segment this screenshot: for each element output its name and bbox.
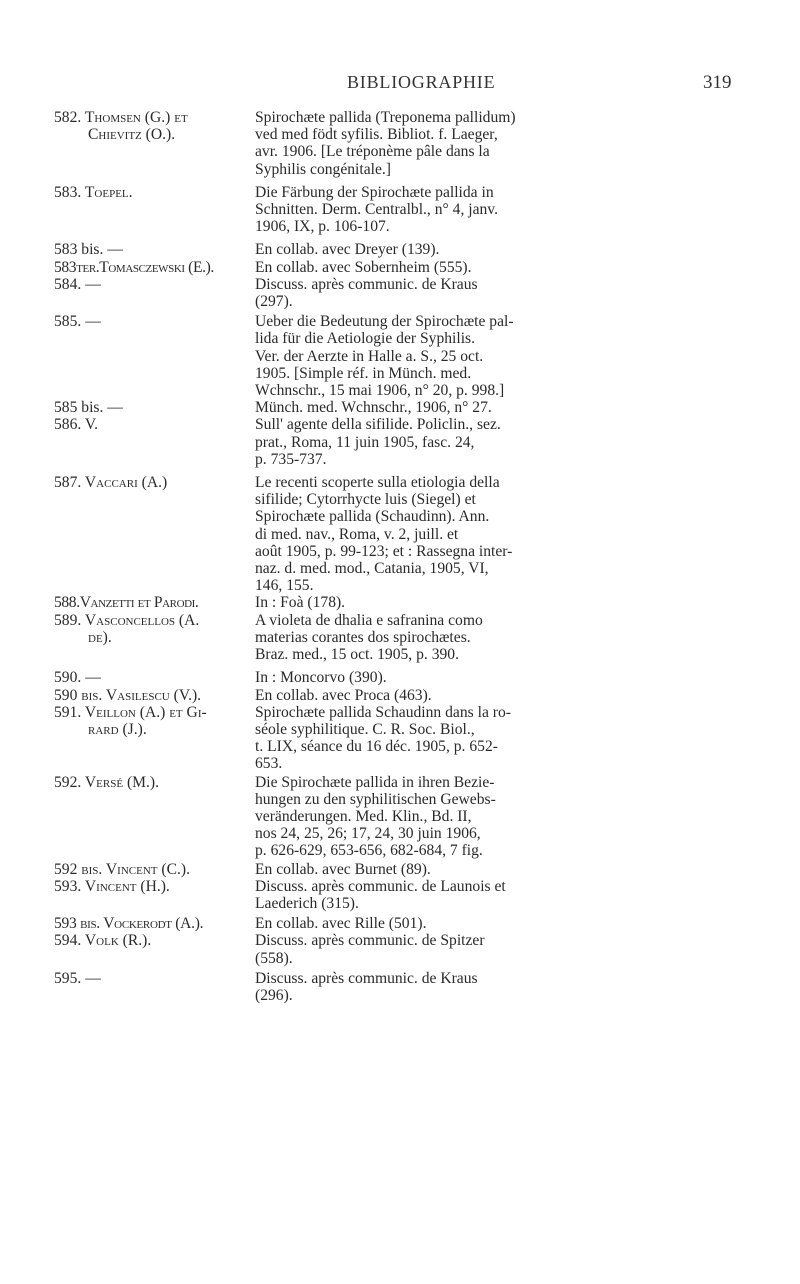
entry-text [255, 612, 771, 664]
text-line: prat., Roma, 11 juin 1905, fasc. 24, [255, 433, 475, 451]
text-line: séole syphilitique. C. R. Soc. Biol., [255, 720, 475, 738]
text-line: août 1905, p. 99-123; et : Rassegna inter- [255, 542, 513, 560]
text-line: 653. [255, 755, 283, 773]
author-line: 586. V. [54, 416, 99, 434]
entry-author [54, 416, 255, 433]
entry-author [54, 970, 255, 987]
text-line: Ver. der Aerzte in Halle a. S., 25 oct. [255, 347, 484, 365]
entry-text [255, 109, 771, 178]
entry-text [255, 474, 771, 594]
author-line: 589. Vasconcellos (A. [54, 611, 200, 629]
entry-author [54, 109, 255, 143]
page-number: 319 [703, 72, 732, 93]
text-line: naz. d. med. mod., Catania, 1905, VI, [255, 560, 489, 578]
bibliography-entry [54, 878, 764, 912]
text-line: nos 24, 25, 26; 17, 24, 30 juin 1906, [255, 825, 481, 843]
author-line: 583ter.Tomasczewski (E.). [54, 258, 214, 276]
bibliography-entry [54, 416, 764, 468]
author-line: de). [88, 628, 112, 646]
text-line: Discuss. après communic. de Kraus [255, 275, 478, 293]
text-line: In : Foà (178). [255, 594, 346, 612]
text-line: Spirochæte pallida Schaudinn dans la ro- [255, 703, 511, 721]
running-title: BIBLIOGRAPHIE [347, 72, 496, 92]
author-line: 583 bis. — [54, 241, 123, 259]
text-line: En collab. avec Rille (501). [255, 915, 427, 933]
text-line: Laederich (315). [255, 894, 359, 912]
entry-text [255, 774, 771, 860]
text-line: avr. 1906. [Le tréponème pâle dans la [255, 143, 490, 161]
text-line: Ueber die Bedeutung der Spirochæte pal- [255, 313, 514, 331]
text-line: 146, 155. [255, 577, 314, 595]
bibliography-entry [54, 276, 764, 310]
text-line: t. LIX, séance du 16 déc. 1905, p. 652- [255, 738, 498, 756]
text-line: Le recenti scoperte sulla etiologia della [255, 474, 500, 492]
text-line: 1905. [Simple réf. in Münch. med. [255, 364, 472, 382]
text-line: sifilide; Cytorrhycte luis (Siegel) et [255, 491, 476, 509]
entry-author [54, 932, 255, 949]
entry-text [255, 878, 771, 912]
entry-author [54, 861, 255, 878]
entry-text [255, 259, 771, 276]
text-line: 1906, IX, p. 106-107. [255, 218, 390, 236]
text-line: Die Färbung der Spirochæte pallida in [255, 183, 494, 201]
entry-author [54, 184, 255, 201]
entry-text [255, 313, 771, 399]
author-line: 588.Vanzetti et Parodi. [54, 594, 199, 612]
text-line: Wchnschr., 15 mai 1906, n° 20, p. 998.] [255, 382, 505, 400]
text-line: Braz. med., 15 oct. 1905, p. 390. [255, 646, 459, 664]
author-line: 585 bis. — [54, 399, 123, 417]
entry-text [255, 184, 771, 236]
bibliography-entry [54, 594, 764, 611]
text-line: di med. nav., Roma, v. 2, juill. et [255, 525, 459, 543]
bibliography-entry [54, 704, 764, 773]
entry-author [54, 612, 255, 646]
entry-author [54, 669, 255, 686]
text-line: Sull' agente della sifilide. Policlin., sez. [255, 416, 501, 434]
text-line: Syphilis congénitale.] [255, 160, 391, 178]
bibliography-entry [54, 915, 764, 932]
author-line: 595. — [54, 969, 101, 987]
text-line: In : Moncorvo (390). [255, 669, 387, 687]
entry-author [54, 774, 255, 791]
author-line: Chievitz (O.). [88, 126, 176, 144]
entry-author [54, 594, 255, 611]
text-line: hungen zu den syphilitischen Gewebs- [255, 790, 496, 808]
page-header [0, 72, 800, 102]
entry-text [255, 594, 771, 611]
bibliography-entry [54, 474, 764, 594]
text-line: ved med födt syfilis. Bibliot. f. Laeger, [255, 126, 498, 144]
author-line: 591. Veillon (A.) et Gi- [54, 703, 207, 721]
author-line: 592. Versé (M.). [54, 773, 160, 791]
text-line: p. 735-737. [255, 450, 327, 468]
entry-author [54, 259, 255, 276]
text-line: (296). [255, 986, 293, 1004]
text-line: Spirochæte pallida (Schaudinn). Ann. [255, 508, 490, 526]
text-line: Die Spirochæte pallida in ihren Bezie- [255, 773, 495, 791]
bibliography-entry [54, 184, 764, 236]
text-line: A violeta de dhalia e safranina como [255, 611, 483, 629]
entry-text [255, 669, 771, 686]
text-line: En collab. avec Sobernheim (555). [255, 258, 472, 276]
entry-author [54, 399, 255, 416]
bibliography-entry [54, 399, 764, 416]
author-line: 593. Vincent (H.). [54, 877, 170, 895]
author-line: 590. — [54, 669, 101, 687]
author-line: 594. Volk (R.). [54, 932, 152, 950]
author-line: 583. Toepel. [54, 183, 133, 201]
bibliography-list [54, 109, 764, 1004]
text-line: Münch. med. Wchnschr., 1906, n° 27. [255, 399, 492, 417]
bibliography-entry [54, 970, 764, 1004]
entry-text [255, 704, 771, 773]
bibliography-entry [54, 241, 764, 258]
bibliography-entry [54, 687, 764, 704]
author-line: 584. — [54, 275, 101, 293]
entry-author [54, 241, 255, 258]
author-line: 593 bis. Vockerodt (A.). [54, 915, 204, 933]
entry-text [255, 970, 771, 1004]
entry-author [54, 313, 255, 330]
entry-text [255, 932, 771, 966]
text-line: En collab. avec Burnet (89). [255, 860, 431, 878]
entry-author [54, 704, 255, 738]
text-line: Schnitten. Derm. Centralbl., n° 4, janv. [255, 201, 498, 219]
text-line: Discuss. après communic. de Launois et [255, 877, 506, 895]
text-line: Spirochæte pallida (Treponema pallidum) [255, 109, 516, 126]
entry-text [255, 915, 771, 932]
entry-author [54, 878, 255, 895]
text-line: En collab. avec Proca (463). [255, 686, 432, 704]
bibliography-entry [54, 774, 764, 860]
entry-text [255, 241, 771, 258]
author-line: rard (J.). [88, 720, 147, 738]
author-line: 585. — [54, 313, 101, 331]
text-line: p. 626-629, 653-656, 682-684, 7 fig. [255, 842, 483, 860]
author-line: 590 bis. Vasilescu (V.). [54, 686, 202, 704]
bibliography-entry [54, 313, 764, 399]
author-line: 592 bis. Vincent (C.). [54, 860, 190, 878]
text-line: (558). [255, 949, 293, 967]
entry-author [54, 474, 255, 491]
bibliography-entry [54, 932, 764, 966]
entry-author [54, 687, 255, 704]
bibliography-entry [54, 109, 764, 178]
text-line: Discuss. après communic. de Spitzer [255, 932, 485, 950]
author-line: 587. Vaccari (A.) [54, 474, 168, 492]
bibliography-entry [54, 612, 764, 664]
text-line: materias corantes dos spirochætes. [255, 628, 471, 646]
text-line: Discuss. après communic. de Kraus [255, 969, 478, 987]
text-line: lida für die Aetiologie der Syphilis. [255, 330, 476, 348]
entry-text [255, 276, 771, 310]
entry-text [255, 399, 771, 416]
entry-text [255, 687, 771, 704]
entry-author [54, 276, 255, 293]
author-line: 582. Thomsen (G.) et [54, 109, 188, 126]
text-line: (297). [255, 293, 293, 311]
bibliography-entry [54, 259, 764, 276]
bibliography-entry [54, 669, 764, 686]
text-line: En collab. avec Dreyer (139). [255, 241, 440, 259]
entry-text [255, 861, 771, 878]
entry-text [255, 416, 771, 468]
text-line: veränderungen. Med. Klin., Bd. II, [255, 807, 472, 825]
bibliography-entry [54, 861, 764, 878]
entry-author [54, 915, 255, 932]
